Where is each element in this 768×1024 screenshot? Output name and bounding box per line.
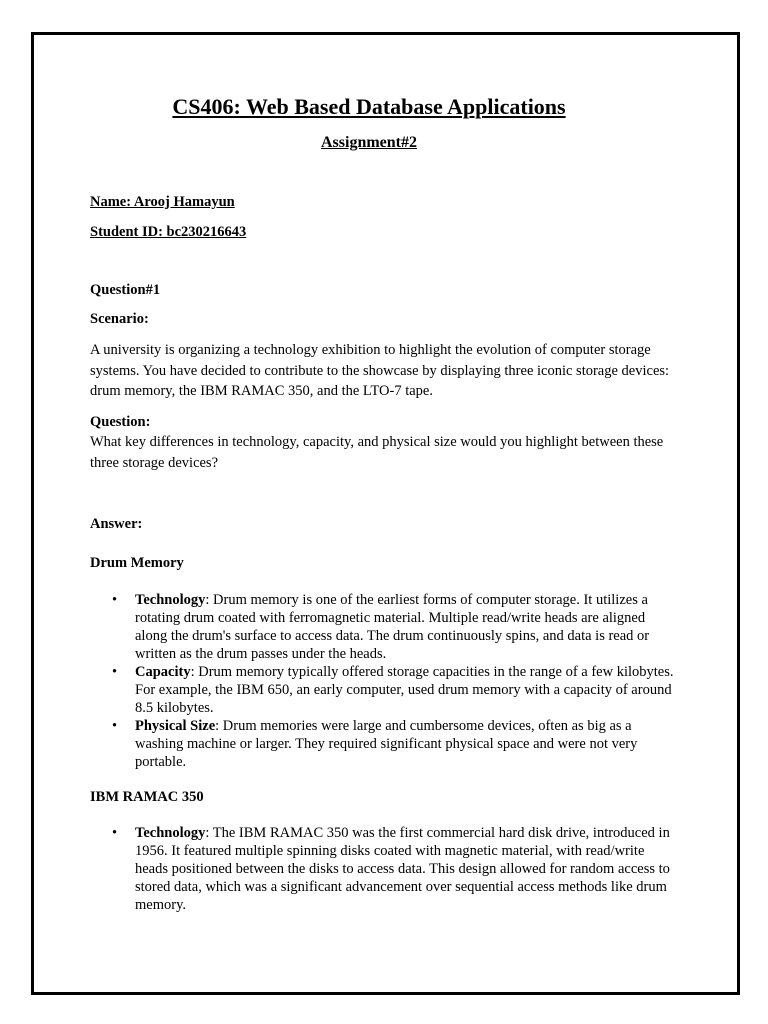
list-item	[90, 591, 680, 663]
item-text: : Drum memories were large and cumbersome devices, often as big as a washing machine or larger. They required significant physical space and were not very portable.	[135, 718, 638, 770]
ibm-ramac-list	[90, 824, 680, 914]
bullet-icon: •	[112, 718, 118, 734]
section-heading-drum-memory: Drum Memory	[90, 555, 184, 571]
item-text: : Drum memory typically offered storage capacities in the range of a few kilobytes. For example, the IBM 650, an early computer, used drum memory with a capacity of around 8.5 kilobytes.	[135, 664, 674, 716]
scenario-paragraph: A university is organizing a technology exhibition to highlight the evolution of computer storage systems. You have decided to contribute to the showcase by displaying three iconic storage devices: drum memory, the IBM RAMAC 350, and the LTO-7 tape.	[90, 342, 670, 399]
scenario-heading: Scenario:	[90, 311, 149, 327]
student-id: Student ID: bc230216643	[90, 224, 247, 240]
item-term: Capacity	[135, 664, 191, 680]
question-paragraph: What key differences in technology, capacity, and physical size would you highlight between these three storage devices?	[90, 434, 664, 471]
question-label: Question:	[90, 414, 151, 430]
item-term: Technology	[135, 825, 206, 841]
bullet-icon: •	[112, 825, 118, 841]
item-text: : The IBM RAMAC 350 was the first commercial hard disk drive, introduced in 1956. It featured multiple spinning disks coated with magnetic material, with read/write heads positioned between the disks to access data. This design allowed for random access to stored data, which was a significant advancement over sequential access methods like drum memory.	[135, 825, 670, 913]
assignment-subtitle: Assignment#2	[320, 134, 417, 151]
item-term: Physical Size	[135, 718, 216, 734]
item-text: : Drum memory is one of the earliest forms of computer storage. It utilizes a rotating drum coated with ferromagnetic material. Multiple read/write heads are aligned along the drum's surface to access data. The drum continuously spins, and data is read or written as the drum passes under the heads.	[135, 592, 650, 662]
bullet-icon: •	[112, 592, 118, 608]
drum-memory-list	[90, 591, 680, 771]
list-item	[90, 717, 680, 771]
document-title: CS406: Web Based Database Applications	[172, 94, 566, 119]
bullet-icon: •	[112, 664, 118, 680]
section-heading-ibm-ramac: IBM RAMAC 350	[90, 789, 204, 805]
item-term: Technology	[135, 592, 206, 608]
answer-heading: Answer:	[90, 516, 143, 532]
list-item	[90, 663, 680, 717]
question-heading: Question#1	[90, 282, 161, 298]
student-name: Name: Arooj Hamayun	[90, 194, 235, 210]
list-item	[90, 824, 680, 914]
